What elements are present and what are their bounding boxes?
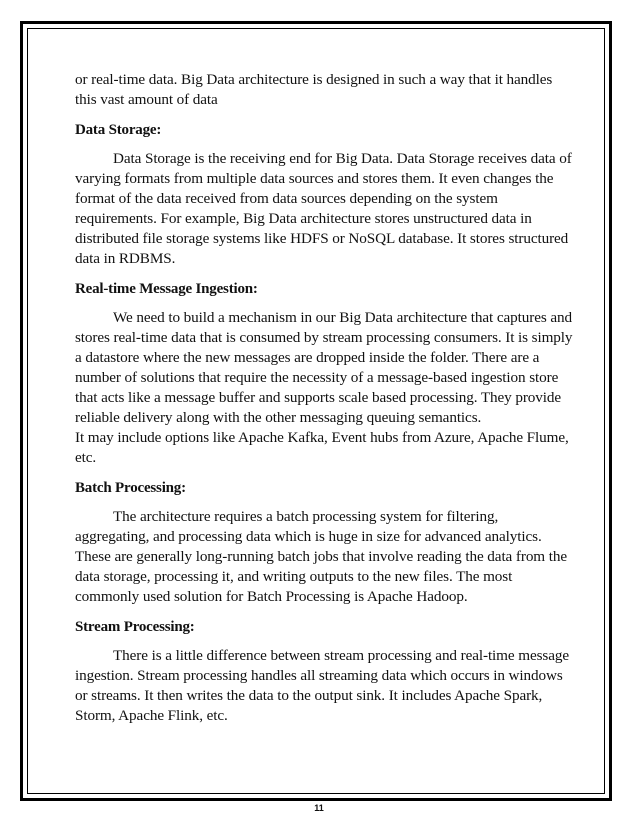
section-paragraph: There is a little difference between stream processing and real-time message ingestion. Stream processing handles all streaming data which occurs in windows or streams. It then writes the data to the output sink. It includes Apache Spark, Storm, Apache Flink, etc.	[75, 647, 569, 724]
section-paragraph: The architecture requires a batch processing system for filtering, aggregating, and processing data which is huge in size for advanced analytics. These are generally long-running batch jobs that involve reading the data from the data storage, processing it, and writing outputs to the new files. The most commonly used solution for Batch Processing is Apache Hadoop.	[75, 508, 567, 605]
section-heading: Stream Processing:	[75, 619, 195, 635]
section-paragraph: Data Storage is the receiving end for Big Data. Data Storage receives data of varying formats from multiple data sources and stores them. It even changes the format of the data received from data sources depending on the system requirements. For example, Big Data architecture stores unstructured data in distributed file storage systems like HDFS or NoSQL database. It stores structured data in RDBMS.	[75, 150, 572, 267]
section-heading: Real-time Message Ingestion:	[75, 281, 258, 297]
section-heading: Data Storage:	[75, 122, 162, 138]
section-batch-processing	[75, 478, 575, 607]
page-number: 11	[314, 803, 324, 813]
section-paragraph: It may include options like Apache Kafka, Event hubs from Azure, Apache Flume, etc.	[75, 429, 569, 466]
section-stream-processing	[75, 617, 575, 726]
section-real-time-message-ingestion	[75, 279, 575, 468]
section-heading: Batch Processing:	[75, 480, 186, 496]
document-body	[75, 70, 575, 726]
section-paragraph: We need to build a mechanism in our Big Data architecture that captures and stores real-time data that is consumed by stream processing consumers. It is simply a datastore where the new messages are dropped inside the folder. There are a number of solutions that require the necessity of a message-based ingestion store that acts like a message buffer and supports scale based processing. They provide reliable delivery along with the other messaging queuing semantics.	[75, 309, 573, 426]
section-data-storage	[75, 120, 575, 269]
intro-paragraph: or real-time data. Big Data architecture is designed in such a way that it handles this vast amount of data	[75, 71, 553, 108]
